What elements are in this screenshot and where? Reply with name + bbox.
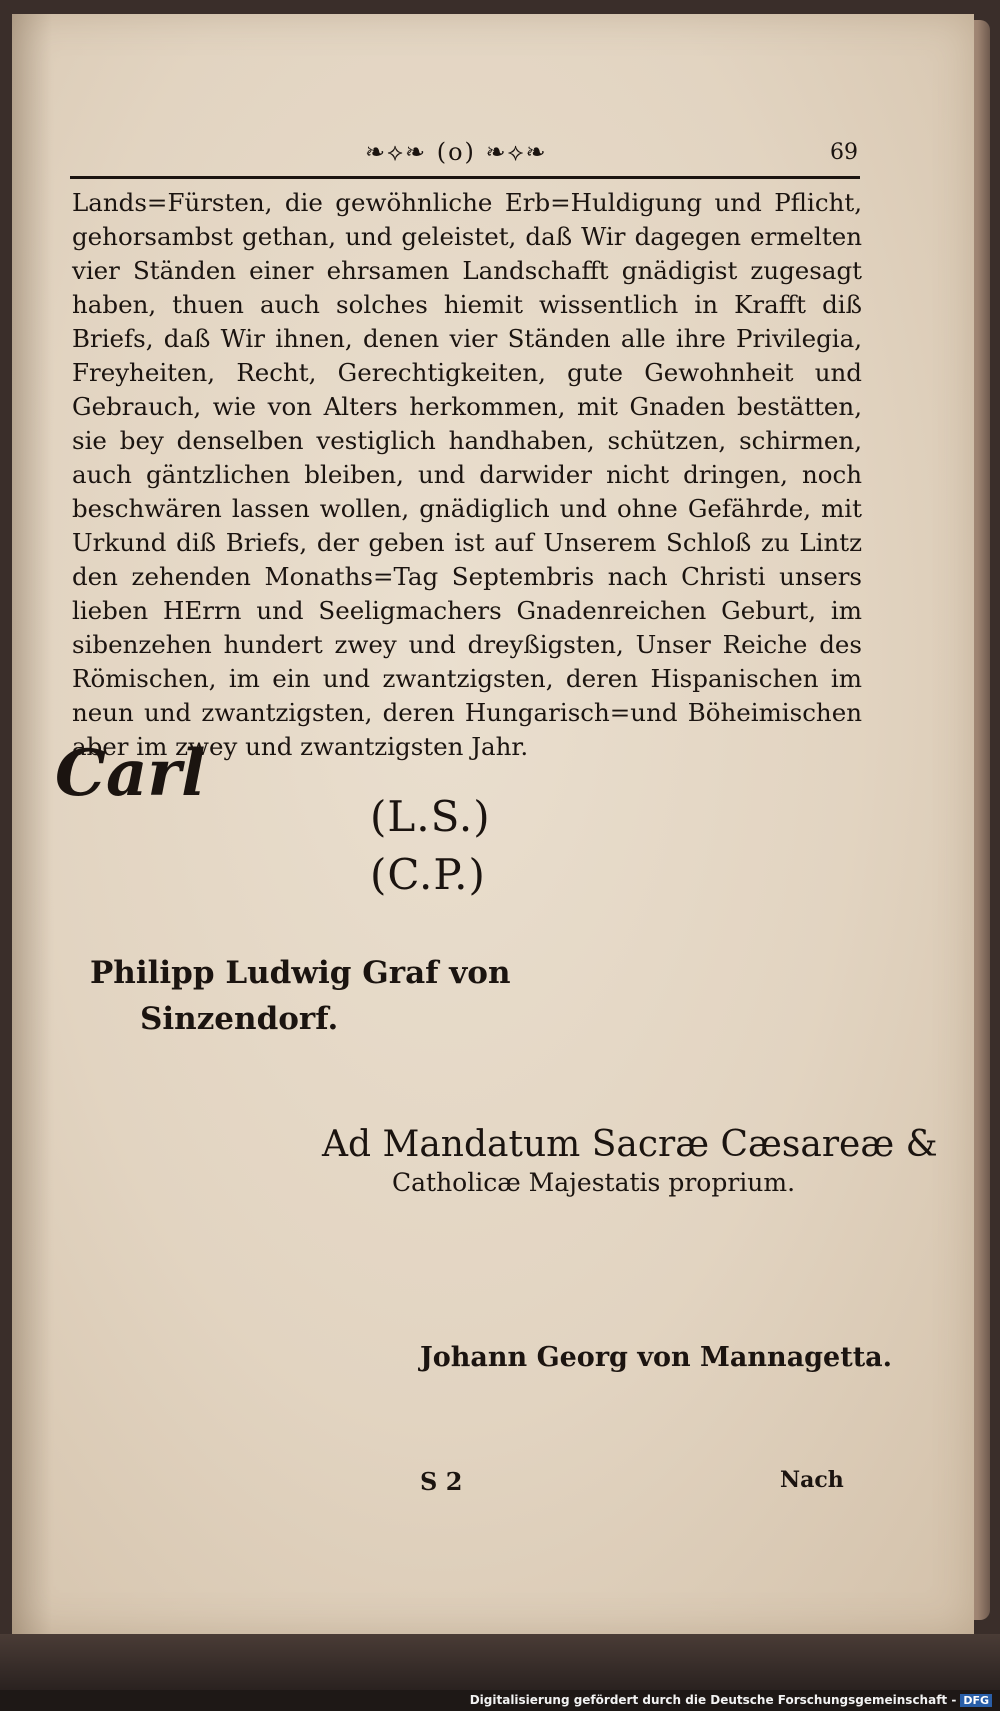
signatory-line-1: Philipp Ludwig Graf von	[90, 955, 511, 991]
catchword: Nach	[780, 1467, 844, 1493]
signatory-line-2: Sinzendorf.	[140, 1001, 339, 1037]
signature-mark: S 2	[420, 1467, 463, 1496]
signatory-block	[90, 950, 511, 1042]
running-header	[70, 138, 860, 178]
footer-credit	[470, 1693, 992, 1707]
footer-bar	[0, 1690, 1000, 1711]
page-number: 69	[830, 140, 858, 165]
seal-cp: (C.P.)	[370, 850, 486, 899]
header-rule	[70, 176, 860, 179]
seal-ls: (L.S.)	[370, 792, 491, 841]
mandate-line-1: Ad Mandatum Sacræ Cæsareæ &	[322, 1124, 938, 1165]
dfg-logo-icon: DFG	[960, 1694, 992, 1707]
countersignature: Johann Georg von Mannagetta.	[420, 1342, 893, 1373]
footer-credit-text: Digitalisierung gefördert durch die Deutsche Forschungsgemeinschaft -	[469, 1693, 957, 1707]
gutter-shadow	[12, 14, 52, 1634]
scan-bottom-border	[0, 1634, 1000, 1690]
signature-carl: Carl	[55, 736, 206, 811]
body-paragraph: Lands=Fürsten, die gewöhnliche Erb=Huldigung und Pflicht, gehorsambst gethan, und geleistet, daß Wir dagegen ermelten vier Ständen einer ehrsamen Landschafft gnädigist zugesagt haben, thuen auch solches hiemit wissentlich in Krafft diß Briefs, daß Wir ihnen, denen vier Ständen alle ihre Privilegia, Freyheiten, Recht, Gerechtigkeiten, gute Gewohnheit und Gebrauch, wie von Alters herkommen, mit Gnaden bestätten, sie bey denselben vestiglich handhaben, schützen, schirmen, auch gäntzlichen bleiben, und darwider nicht dringen, noch beschwären lassen wollen, gnädiglich und ohne Gefährde, mit Urkund diß Briefs, der geben ist auf Unserem Schloß zu Lintz den zehenden Monaths=Tag Septembris nach Christi unsers lieben HErrn und Seeligmachers Gnadenreichen Geburt, im sibenzehen hundert zwey und dreyßigsten, Unser Reiche des Römischen, im ein und zwantzigsten, deren Hispanischen im neun und zwantzigsten, deren Hungarisch=und Böheimischen aber im zwey und zwantzigsten Jahr.	[72, 188, 862, 761]
header-ornament: ❧⟡❧ (o) ❧⟡❧	[365, 138, 548, 166]
mandate-line-2: Catholicæ Majestatis proprium.	[392, 1168, 796, 1197]
